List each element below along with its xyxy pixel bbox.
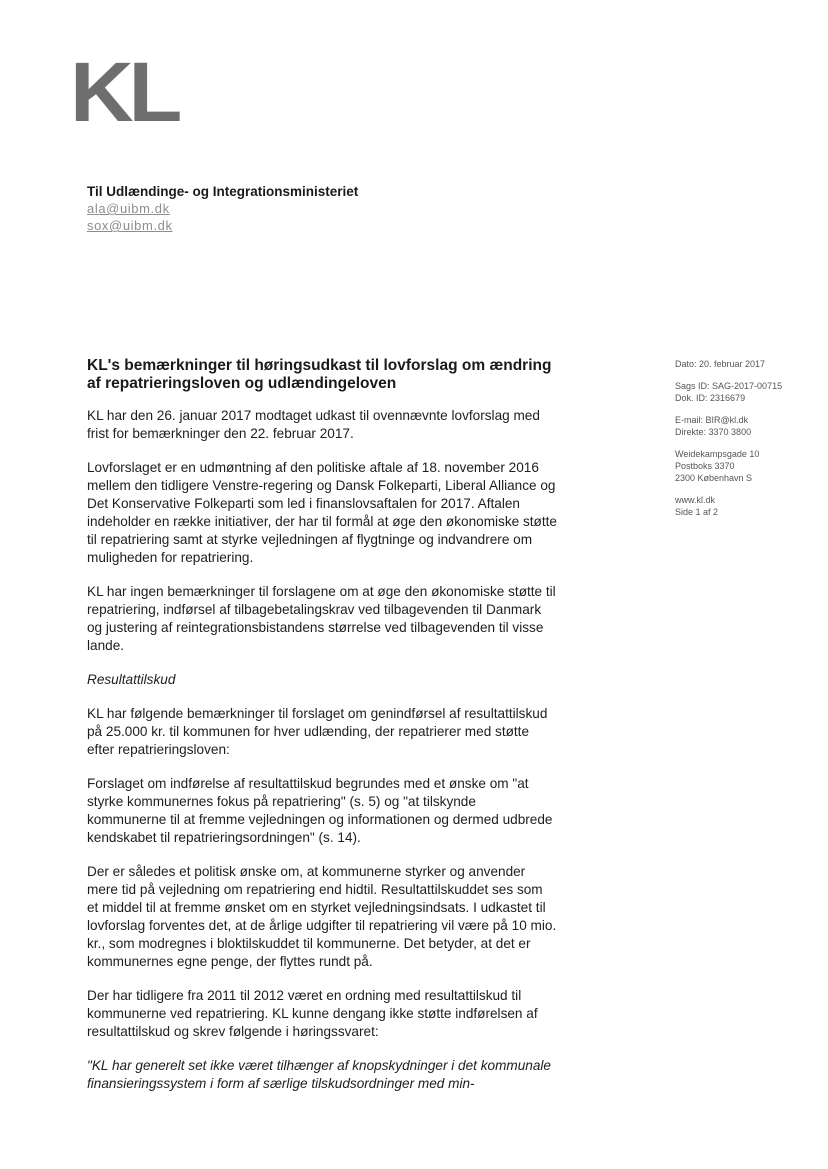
- case-id-label: Sags ID:: [675, 381, 710, 391]
- body-paragraph: KL har følgende bemærkninger til forslaget om genindførsel af resultattilskud på 25.000 kr. til kommunen for hver udlænding, der repatrierer med støtte efter repatrieringsloven:: [87, 706, 548, 757]
- document-date: Dato: 20. februar 2017: [675, 359, 766, 369]
- document-id-row: [675, 392, 825, 404]
- direct-phone-value: 3370 3800: [708, 427, 752, 437]
- case-id-value: SAG-2017-00715: [712, 381, 783, 391]
- address-block: [675, 448, 825, 484]
- document-subject: [87, 357, 557, 393]
- page-number: Side 1 af 2: [675, 507, 719, 517]
- kl-logo: KL: [70, 45, 178, 139]
- document-id-label: Dok. ID:: [675, 393, 708, 403]
- contact-email-value[interactable]: BIR@kl.dk: [705, 415, 749, 425]
- document-id-value: 2316679: [710, 393, 746, 403]
- direct-phone-row: [675, 426, 825, 438]
- contact-email-row: [675, 414, 825, 426]
- recipient-block: [87, 183, 358, 234]
- sidebar-metadata: [675, 358, 825, 528]
- direct-phone-label: Direkte:: [675, 427, 707, 437]
- body-paragraph: Der har tidligere fra 2011 til 2012 været en ordning med resultattilskud til kommunerne ved repatriering. KL kunne dengang ikke støtte indførelsen af resultattilskud og skrev følgende i høringssvaret:: [87, 988, 538, 1039]
- address-line: Postboks 3370: [675, 461, 735, 471]
- quoted-text: "KL har generelt set ikke været tilhænger af knopskydninger i det kommunale finansieringssystem i form af særlige tilskudsordninger med min-: [87, 1058, 551, 1091]
- contact-email-label: E-mail:: [675, 415, 704, 425]
- website-link[interactable]: www.kl.dk: [675, 495, 716, 505]
- address-line: Weidekampsgade 10: [675, 449, 760, 459]
- address-line: 2300 København S: [675, 473, 753, 483]
- body-paragraph: KL har ingen bemærkninger til forslagene om at øge den økonomiske støtte til repatriering, indførsel af tilbagebetalingskrav ved tilbagevenden til Danmark og justering af reintegrationsbistandens størrelse ved tilbagevenden til visse lande.: [87, 584, 556, 653]
- subject-line: af repatrieringsloven og udlændingeloven: [87, 375, 397, 392]
- body-paragraph: Lovforslaget er en udmøntning af den politiske aftale af 18. november 2016 mellem den tidligere Venstre-regering og Dansk Folkeparti, Liberal Alliance og Det Konservative Folkeparti som led i finanslovsaftalen for 2017. Aftalen indeholder en række initiativer, der har til formål at øge den økonomiske støtte til repatriering samt at styrke vejledningen af flygtninge og indvandrere om muligheden for repatriering.: [87, 460, 557, 565]
- body-paragraph: KL har den 26. januar 2017 modtaget udkast til ovennævnte lovforslag med frist for bemærkninger den 22. februar 2017.: [87, 408, 540, 441]
- section-heading: Resultattilskud: [87, 672, 176, 687]
- recipient-name: Til Udlændinge- og Integrationsministeriet: [87, 184, 359, 199]
- subject-line: KL's bemærkninger til høringsudkast til lovforslag om ændring: [87, 357, 552, 374]
- recipient-email-link[interactable]: ala@uibm.dk: [87, 201, 170, 216]
- recipient-email-link[interactable]: sox@uibm.dk: [87, 218, 173, 233]
- body-paragraph: Forslaget om indførelse af resultattilskud begrundes med et ønske om "at styrke kommunernes fokus på repatriering" (s. 5) og "at tilskynde kommunerne til at fremme vejledningen og informationen og dermed udbrede kendskabet til repatrieringsordningen" (s. 14).: [87, 776, 553, 845]
- body-paragraph: Der er således et politisk ønske om, at kommunerne styrker og anvender mere tid på vejledning om repatriering end hidtil. Resultattilskuddet ses som et middel til at fremme ønsket om en styrket vejledningsindsats. I udkastet til lovforslag forventes det, at de årlige udgifter til repatriering vil være på 10 mio. kr., som modregnes i bloktilskuddet til kommunerne. Det betyder, at det er kommunernes egne penge, der flyttes rundt på.: [87, 864, 557, 969]
- case-id-row: [675, 380, 825, 392]
- document-body: [87, 357, 557, 1093]
